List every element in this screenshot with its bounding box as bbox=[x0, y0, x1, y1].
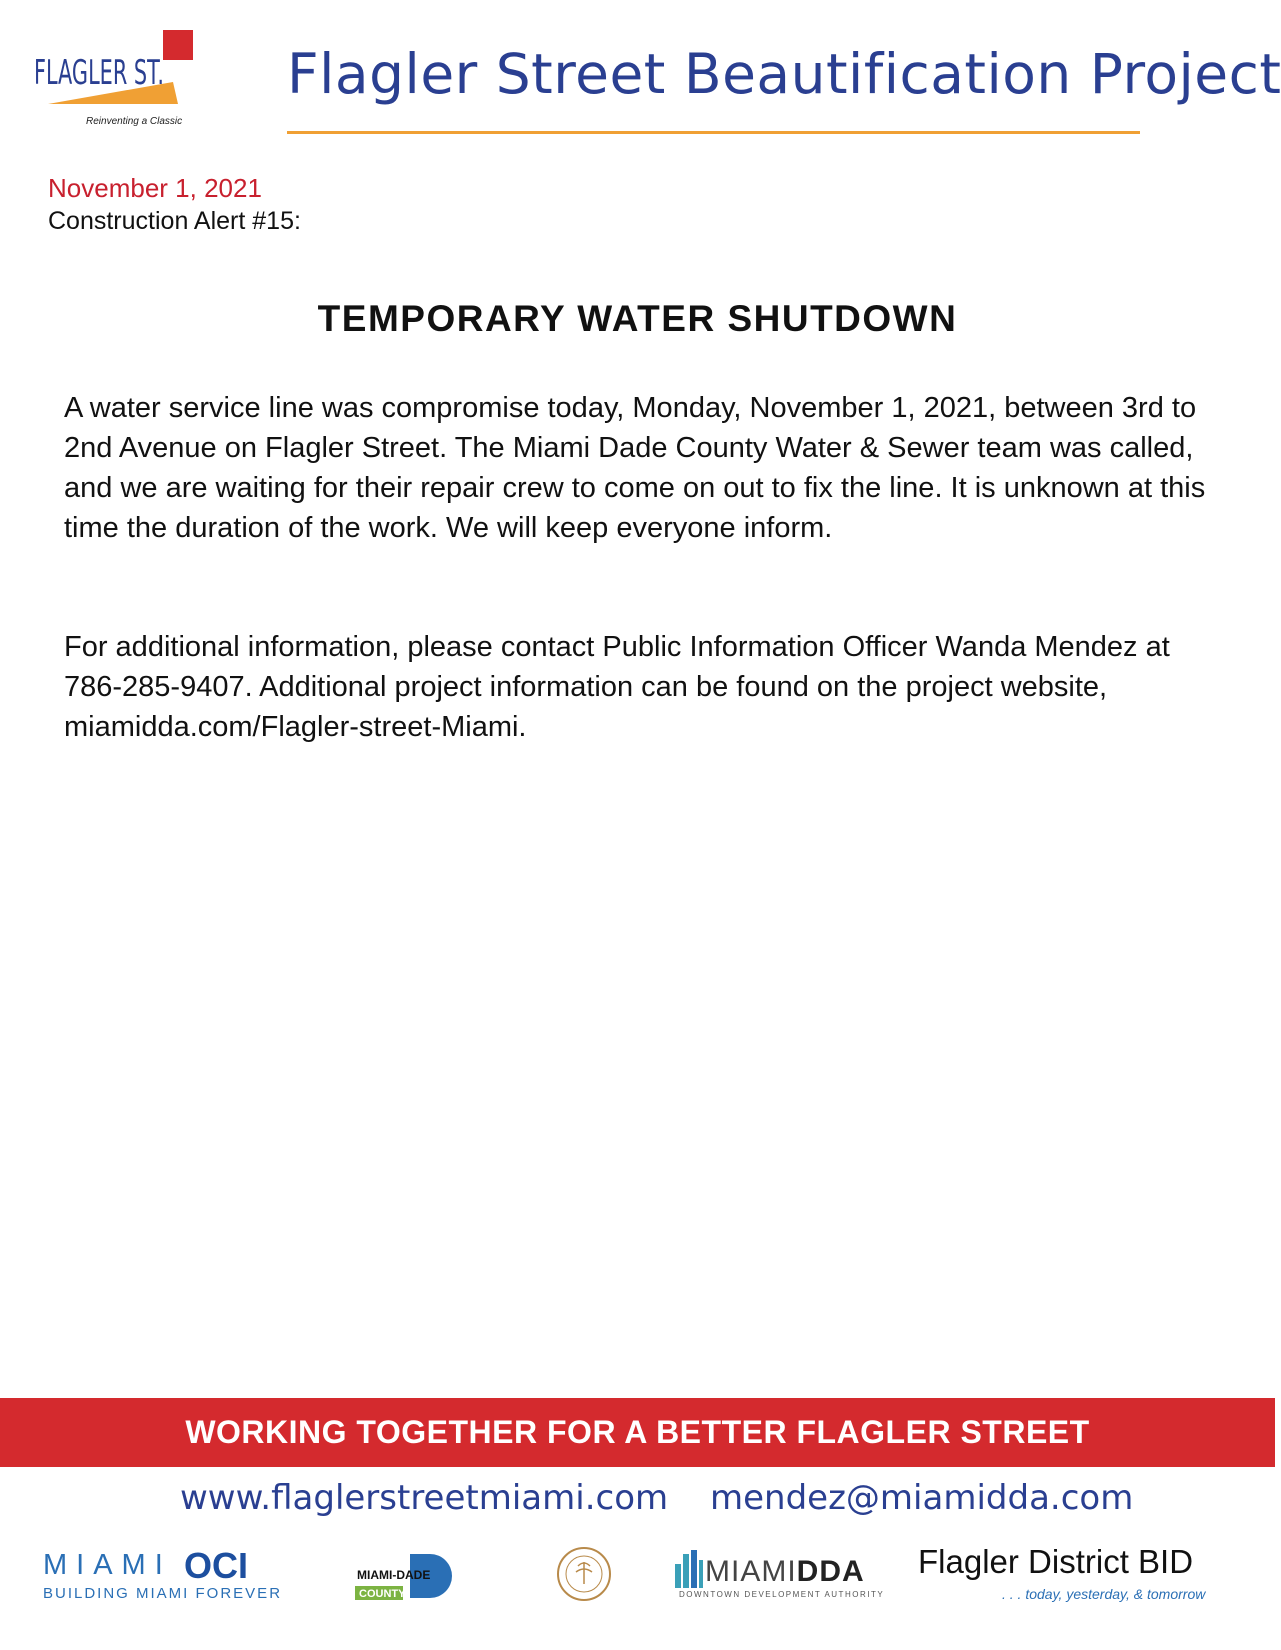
header-divider bbox=[287, 131, 1140, 134]
logo-wordmark: FLAGLER ST. bbox=[34, 53, 164, 93]
flagler-district-bid-logo bbox=[918, 1543, 1238, 1613]
page-title: Flagler Street Beautification Project bbox=[287, 42, 1281, 106]
footer-banner: WORKING TOGETHER FOR A BETTER FLAGLER STREET bbox=[0, 1398, 1275, 1467]
dda-buildings-icon bbox=[675, 1550, 703, 1588]
mdc-line2: COUNTY bbox=[359, 1588, 406, 1600]
oci-miami-text: MIAMI bbox=[43, 1549, 172, 1581]
alert-date: November 1, 2021 bbox=[48, 173, 262, 203]
alert-label: Construction Alert #15: bbox=[48, 207, 301, 235]
website-link[interactable]: www.flaglerstreetmiami.com bbox=[180, 1478, 669, 1518]
bid-tagline: . . . today, yesterday, & tomorrow bbox=[1002, 1586, 1206, 1602]
city-of-miami-seal-icon bbox=[556, 1546, 612, 1602]
dda-wordmark: MIAMIDDA bbox=[705, 1555, 865, 1588]
email-link[interactable]: mendez@miamidda.com bbox=[710, 1478, 1134, 1518]
body-paragraph-1: A water service line was compromise today, Monday, November 1, 2021, between 3rd to 2nd Avenue on Flagler Street. The Miami Dade County Water & Sewer team was called, and we are waiting for their repair crew to come on out to fix the line. It is unknown at this time the duration of the work. We will keep everyone inform. bbox=[64, 392, 1206, 544]
oci-subtitle: BUILDING MIAMI FOREVER bbox=[43, 1585, 283, 1602]
miami-oci-logo bbox=[43, 1545, 283, 1605]
miami-dade-county-logo bbox=[355, 1548, 460, 1603]
miami-dda-logo bbox=[675, 1548, 885, 1603]
mdc-line1: MIAMI-DADE bbox=[357, 1568, 431, 1582]
alert-headline: TEMPORARY WATER SHUTDOWN bbox=[317, 298, 958, 339]
oci-text: OCI bbox=[184, 1545, 249, 1586]
bid-title: Flagler District BID bbox=[918, 1543, 1194, 1580]
body-paragraph-2: For additional information, please contact Public Information Officer Wanda Mendez at 786-285-9407. Additional project information can be found on the project website, miamidda.com/Flagler-street-Miami. bbox=[64, 631, 1170, 743]
dda-subtitle: DOWNTOWN DEVELOPMENT AUTHORITY bbox=[679, 1590, 885, 1599]
logo-tagline: Reinventing a Classic bbox=[86, 116, 183, 127]
